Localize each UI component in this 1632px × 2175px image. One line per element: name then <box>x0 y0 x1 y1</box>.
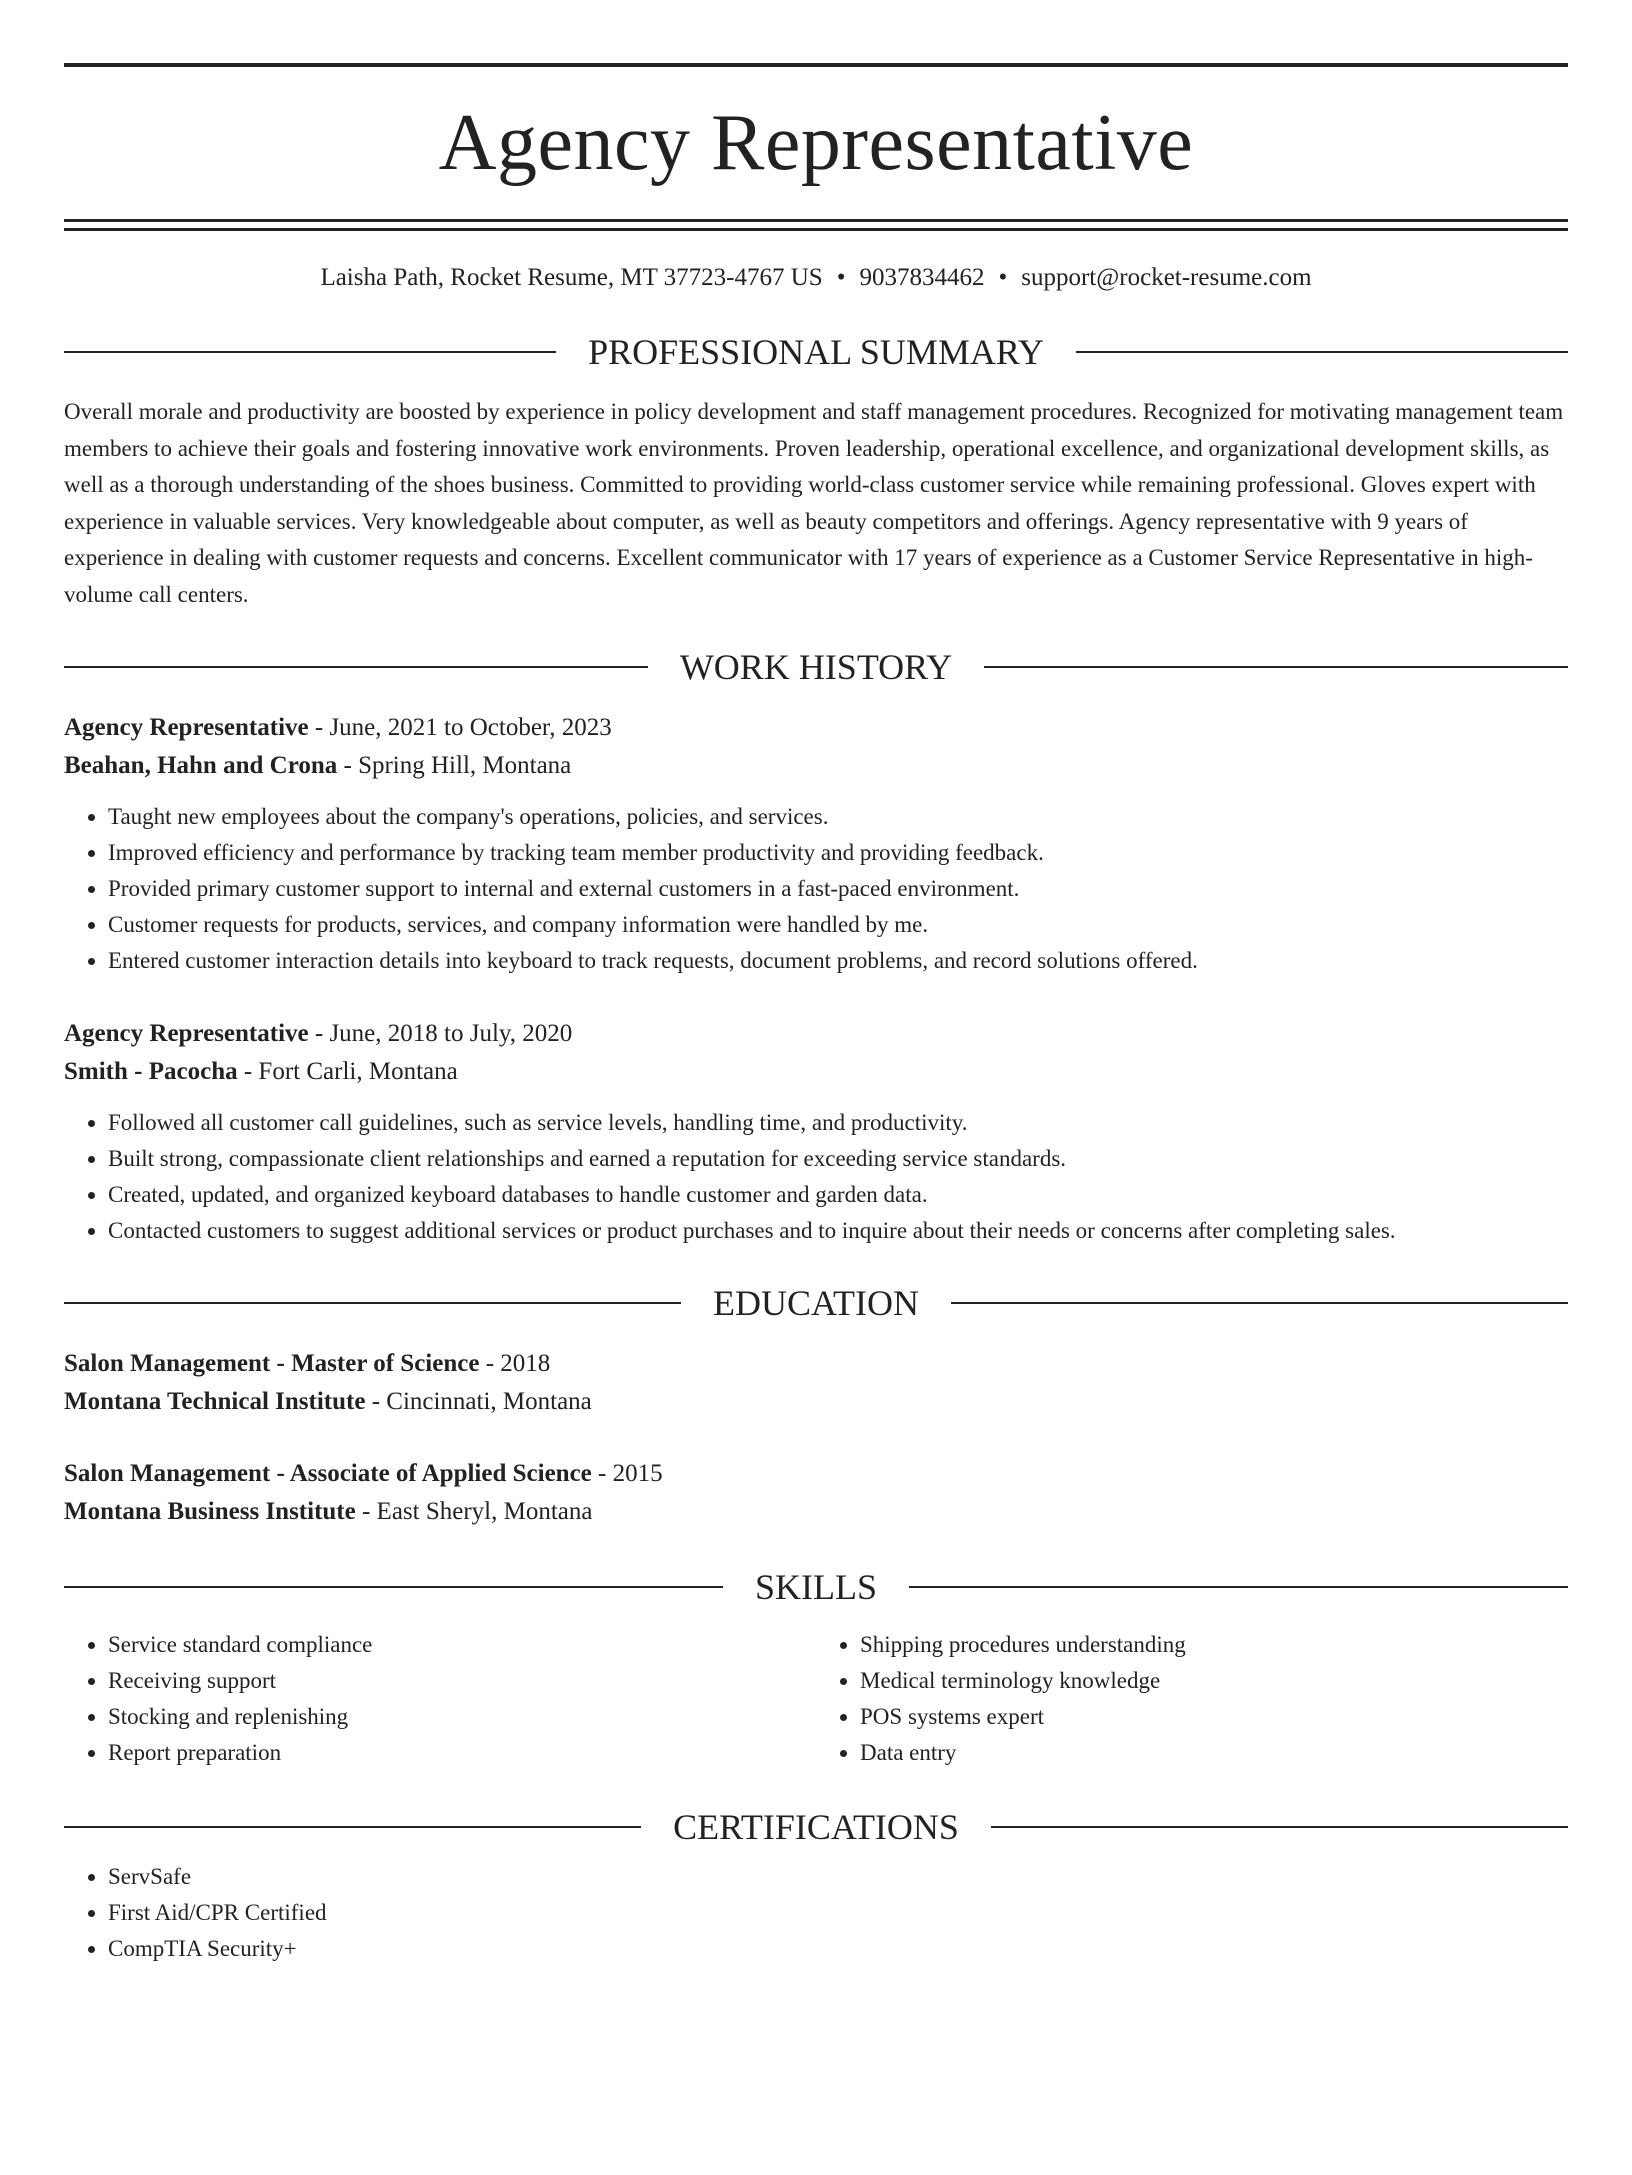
skill-item: • POS systems expert <box>860 1699 1568 1735</box>
certification-item: • First Aid/CPR Certified <box>108 1895 1568 1931</box>
skill-item: • Data entry <box>860 1735 1568 1771</box>
skill-item: • Shipping procedures understanding <box>860 1627 1568 1663</box>
certification-item: • CompTIA Security+ <box>108 1931 1568 1967</box>
job-bullet: • Created, updated, and organized keyboard databases to handle customer and garden data. <box>108 1177 1568 1213</box>
education-school-line <box>64 1493 1568 1531</box>
job-bullet: • Provided primary customer support to internal and external customers in a fast-paced environment. <box>108 871 1568 907</box>
resume-name: Agency Representative <box>438 99 1194 187</box>
certification-item: • ServSafe <box>108 1859 1568 1895</box>
education-school: Montana Business Institute <box>64 1498 356 1525</box>
section-heading-label: CERTIFICATIONS <box>673 1807 959 1847</box>
top-rule <box>64 63 1568 67</box>
education-location: - East Sheryl, Montana <box>355 1498 593 1525</box>
contact-separator: • <box>998 264 1008 291</box>
section-heading-skills <box>64 1569 1568 1605</box>
job-company-line <box>64 747 1568 785</box>
education-degree: Salon Management - Master of Science <box>64 1350 480 1377</box>
job-company: Beahan, Hahn and Crona <box>64 752 338 779</box>
education-entry <box>64 1455 1568 1531</box>
section-heading-label: PROFESSIONAL SUMMARY <box>588 332 1044 372</box>
section-heading-work <box>64 649 1568 685</box>
education-degree-line <box>64 1455 1568 1493</box>
skills-list-left <box>64 1627 816 1771</box>
section-heading-label: EDUCATION <box>713 1283 919 1323</box>
job-company-line <box>64 1053 1568 1091</box>
contact-email: support@rocket-resume.com <box>1021 264 1312 291</box>
job-company: Smith - Pacocha <box>64 1058 238 1085</box>
job-title: Agency Representative <box>64 1020 309 1047</box>
skill-item: • Report preparation <box>108 1735 816 1771</box>
contact-address: Laisha Path, Rocket Resume, MT 37723-4767 US <box>320 264 823 291</box>
job-entry <box>64 1015 1568 1249</box>
education-entry <box>64 1345 1568 1421</box>
education-school-line <box>64 1383 1568 1421</box>
skill-item: • Service standard compliance <box>108 1627 816 1663</box>
education-location: - Cincinnati, Montana <box>365 1388 592 1415</box>
job-location: - Spring Hill, Montana <box>337 752 572 779</box>
job-location: - Fort Carli, Montana <box>237 1058 458 1085</box>
job-title: Agency Representative <box>64 714 309 741</box>
education-degree: Salon Management - Associate of Applied Science <box>64 1460 592 1487</box>
resume-page <box>0 63 1632 2175</box>
job-title-line <box>64 1015 1568 1053</box>
section-heading-education <box>64 1285 1568 1321</box>
education-year: - 2018 <box>479 1350 551 1377</box>
education-degree-line <box>64 1345 1568 1383</box>
section-heading-label: WORK HISTORY <box>679 647 953 687</box>
section-heading-certifications <box>64 1809 1568 1845</box>
skills-grid <box>64 1627 1568 1771</box>
contact-phone: 9037834462 <box>859 264 985 291</box>
job-bullets <box>64 1105 1568 1249</box>
job-bullet: • Customer requests for products, services, and company information were handled by me. <box>108 907 1568 943</box>
skill-item: • Stocking and replenishing <box>108 1699 816 1735</box>
skill-item: • Receiving support <box>108 1663 816 1699</box>
job-title-line <box>64 709 1568 747</box>
certifications-list <box>64 1859 1568 1967</box>
section-heading-label: SKILLS <box>755 1567 878 1607</box>
job-bullet: • Entered customer interaction details into keyboard to track requests, document problems, and record solutions offered. <box>108 943 1568 979</box>
job-dates: - June, 2018 to July, 2020 <box>308 1020 573 1047</box>
contact-separator: • <box>836 264 846 291</box>
skill-item: • Medical terminology knowledge <box>860 1663 1568 1699</box>
job-bullet: • Improved efficiency and performance by tracking team member productivity and providing feedback. <box>108 835 1568 871</box>
summary-text: Overall morale and productivity are boosted by experience in policy development and staff management procedures. Recognized for motivating management team members to achieve their goals and fostering innovative work environments. Proven leadership, operational excellence, and organizational development skills, as well as a thorough understanding of the shoes business. Committed to providing world-class customer service while remaining professional. Gloves expert with experience in valuable services. Very knowledgeable about computer, as well as beauty competitors and offerings. Agency representative with 9 years of experience in dealing with customer requests and concerns. Excellent communicator with 17 years of experience as a Customer Service Representative in high-volume call centers. <box>64 399 1564 607</box>
double-rule <box>64 219 1568 231</box>
job-entry <box>64 709 1568 979</box>
skills-list-right <box>816 1627 1568 1771</box>
job-bullet: • Built strong, compassionate client relationships and earned a reputation for exceeding service standards. <box>108 1141 1568 1177</box>
education-school: Montana Technical Institute <box>64 1388 366 1415</box>
job-bullet: • Taught new employees about the company's operations, policies, and services. <box>108 799 1568 835</box>
contact-line <box>64 265 1568 290</box>
job-bullets <box>64 799 1568 979</box>
job-bullet: • Contacted customers to suggest additional services or product purchases and to inquire about their needs or concerns after completing sales. <box>108 1213 1568 1249</box>
section-heading-summary <box>64 334 1568 370</box>
job-dates: - June, 2021 to October, 2023 <box>308 714 612 741</box>
education-year: - 2015 <box>591 1460 663 1487</box>
job-bullet: • Followed all customer call guidelines, such as service levels, handling time, and productivity. <box>108 1105 1568 1141</box>
